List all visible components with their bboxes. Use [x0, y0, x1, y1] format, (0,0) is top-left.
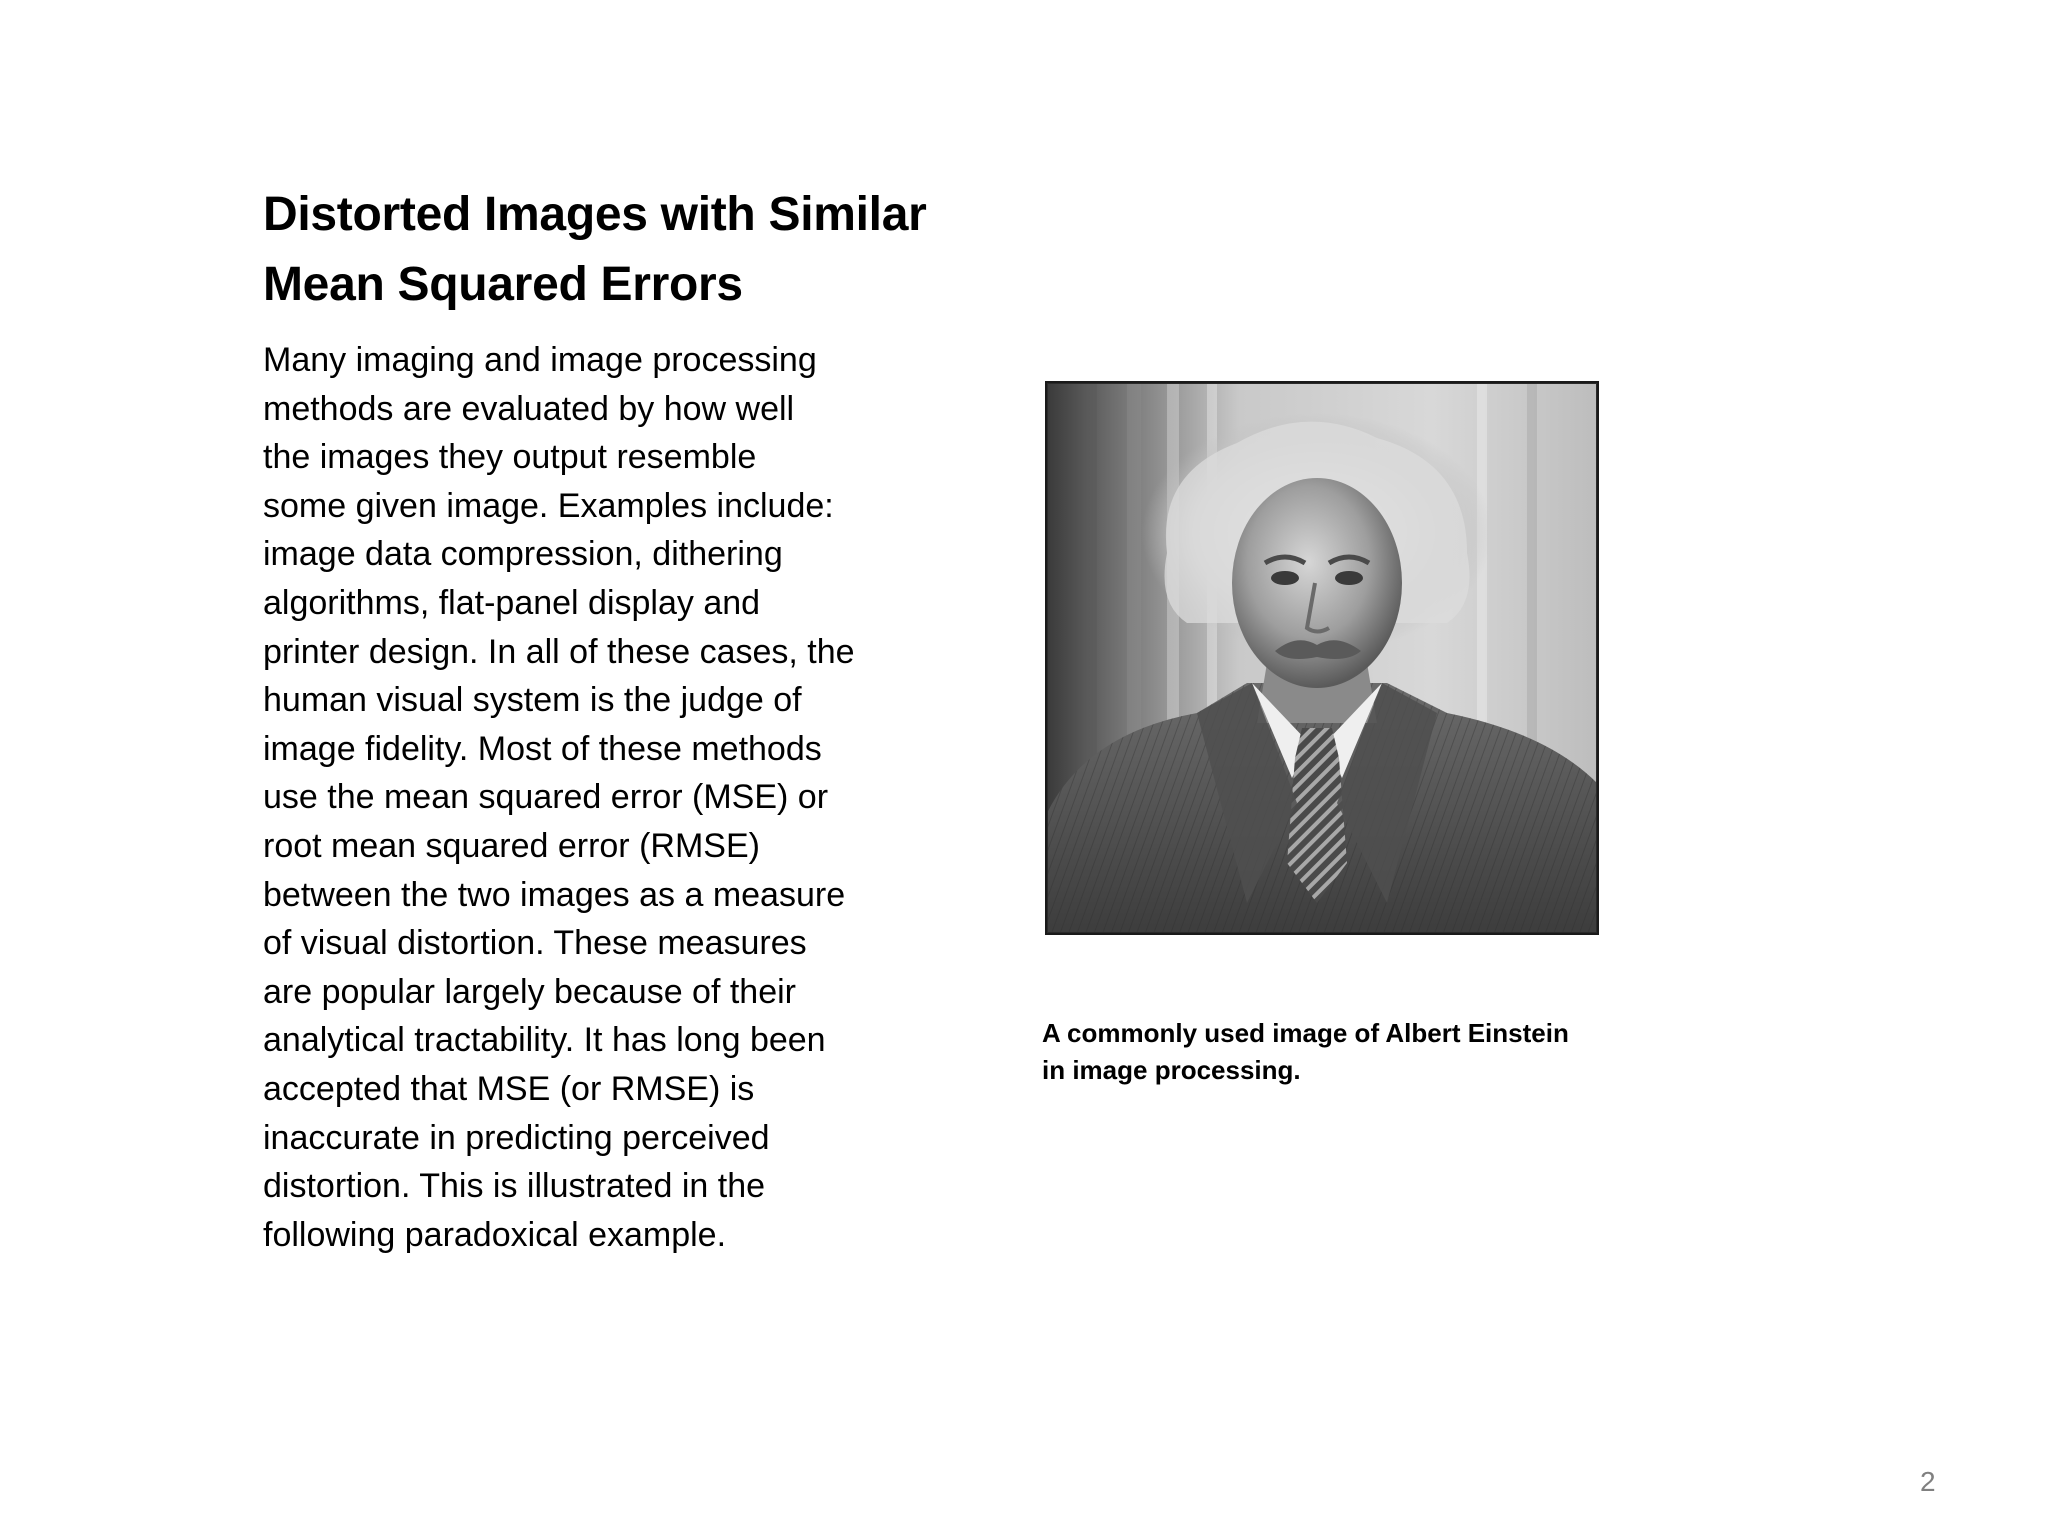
- portrait-photo-icon: [1047, 383, 1597, 933]
- body-line: of visual distortion. These measures: [263, 924, 807, 963]
- caption-line-1: A commonly used image of Albert Einstein: [1042, 1018, 1569, 1048]
- body-line: some given image. Examples include:: [263, 486, 834, 525]
- image-caption: [1042, 1015, 1602, 1089]
- body-line: image fidelity. Most of these methods: [263, 729, 822, 768]
- body-line: human visual system is the judge of: [263, 681, 802, 720]
- body-line: distortion. This is illustrated in the: [263, 1167, 766, 1206]
- body-paragraph: [263, 336, 963, 1259]
- page-number: 2: [1920, 1466, 1936, 1497]
- body-line: printer design. In all of these cases, the: [263, 632, 855, 671]
- body-line: between the two images as a measure: [263, 875, 846, 914]
- body-line: inaccurate in predicting perceived: [263, 1118, 770, 1157]
- body-line: following paradoxical example.: [263, 1215, 727, 1254]
- body-line: algorithms, flat-panel display and: [263, 583, 761, 622]
- slide-title: [263, 180, 1023, 320]
- body-line: are popular largely because of their: [263, 972, 796, 1011]
- body-line: the images they output resemble: [263, 438, 757, 477]
- title-line-1: Distorted Images with Similar: [263, 188, 927, 241]
- body-line: accepted that MSE (or RMSE) is: [263, 1069, 755, 1108]
- title-line-2: Mean Squared Errors: [263, 258, 743, 311]
- body-line: image data compression, dithering: [263, 535, 783, 574]
- body-line: Many imaging and image processing: [263, 341, 817, 379]
- caption-line-2: in image processing.: [1042, 1055, 1301, 1085]
- body-line: root mean squared error (RMSE): [263, 826, 760, 865]
- einstein-photo: [1045, 381, 1599, 935]
- body-line: analytical tractability. It has long been: [263, 1021, 826, 1060]
- body-line: methods are evaluated by how well: [263, 389, 795, 428]
- body-line: use the mean squared error (MSE) or: [263, 778, 829, 817]
